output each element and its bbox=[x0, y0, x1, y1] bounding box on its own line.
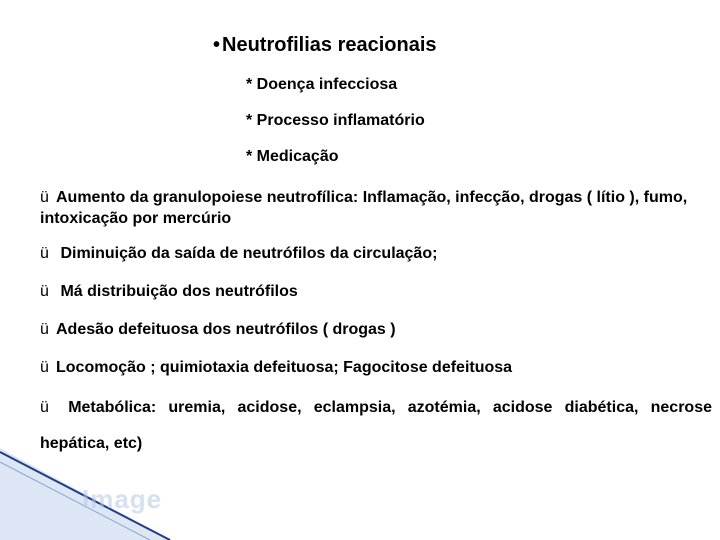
check-icon: ü bbox=[40, 321, 49, 338]
item-text: Diminuição da saída de neutrófilos da circulação; bbox=[56, 245, 438, 262]
heading-text: Neutrofilias reacionais bbox=[222, 34, 437, 56]
item-granulopoiesis bbox=[40, 187, 712, 229]
cause-medication: * Medicação bbox=[246, 148, 339, 165]
check-icon: ü bbox=[40, 245, 49, 262]
item-text: Má distribuição dos neutrófilos bbox=[56, 283, 298, 300]
watermark-image: Image bbox=[82, 484, 163, 514]
check-icon: ü bbox=[40, 359, 49, 376]
check-icon: ü bbox=[40, 189, 49, 206]
cause-inflammation: * Processo inflamatório bbox=[246, 112, 425, 129]
check-icon: ü bbox=[40, 283, 49, 300]
item-locomotion bbox=[40, 357, 712, 378]
item-text: Locomoção ; quimiotaxia defeituosa; Fagocitose defeituosa bbox=[56, 359, 513, 376]
item-decreased-exit bbox=[40, 243, 712, 264]
slide-heading bbox=[213, 34, 437, 57]
item-text: Adesão defeituosa dos neutrófilos ( drogas ) bbox=[56, 321, 396, 338]
cause-infection: * Doença infecciosa bbox=[246, 76, 398, 93]
heading-bullet: • bbox=[213, 34, 221, 56]
item-adhesion bbox=[40, 319, 712, 340]
item-text: Metabólica: uremia, acidose, eclampsia, azotémia, acidose diabética, necrose hepática, etc) bbox=[40, 399, 712, 452]
check-icon: ü bbox=[40, 399, 49, 416]
item-maldistribution bbox=[40, 281, 712, 302]
item-text: Aumento da granulopoiese neutrofílica: Inflamação, infecção, drogas ( lítio ), fumo, intoxicação por mercúrio bbox=[40, 189, 688, 227]
